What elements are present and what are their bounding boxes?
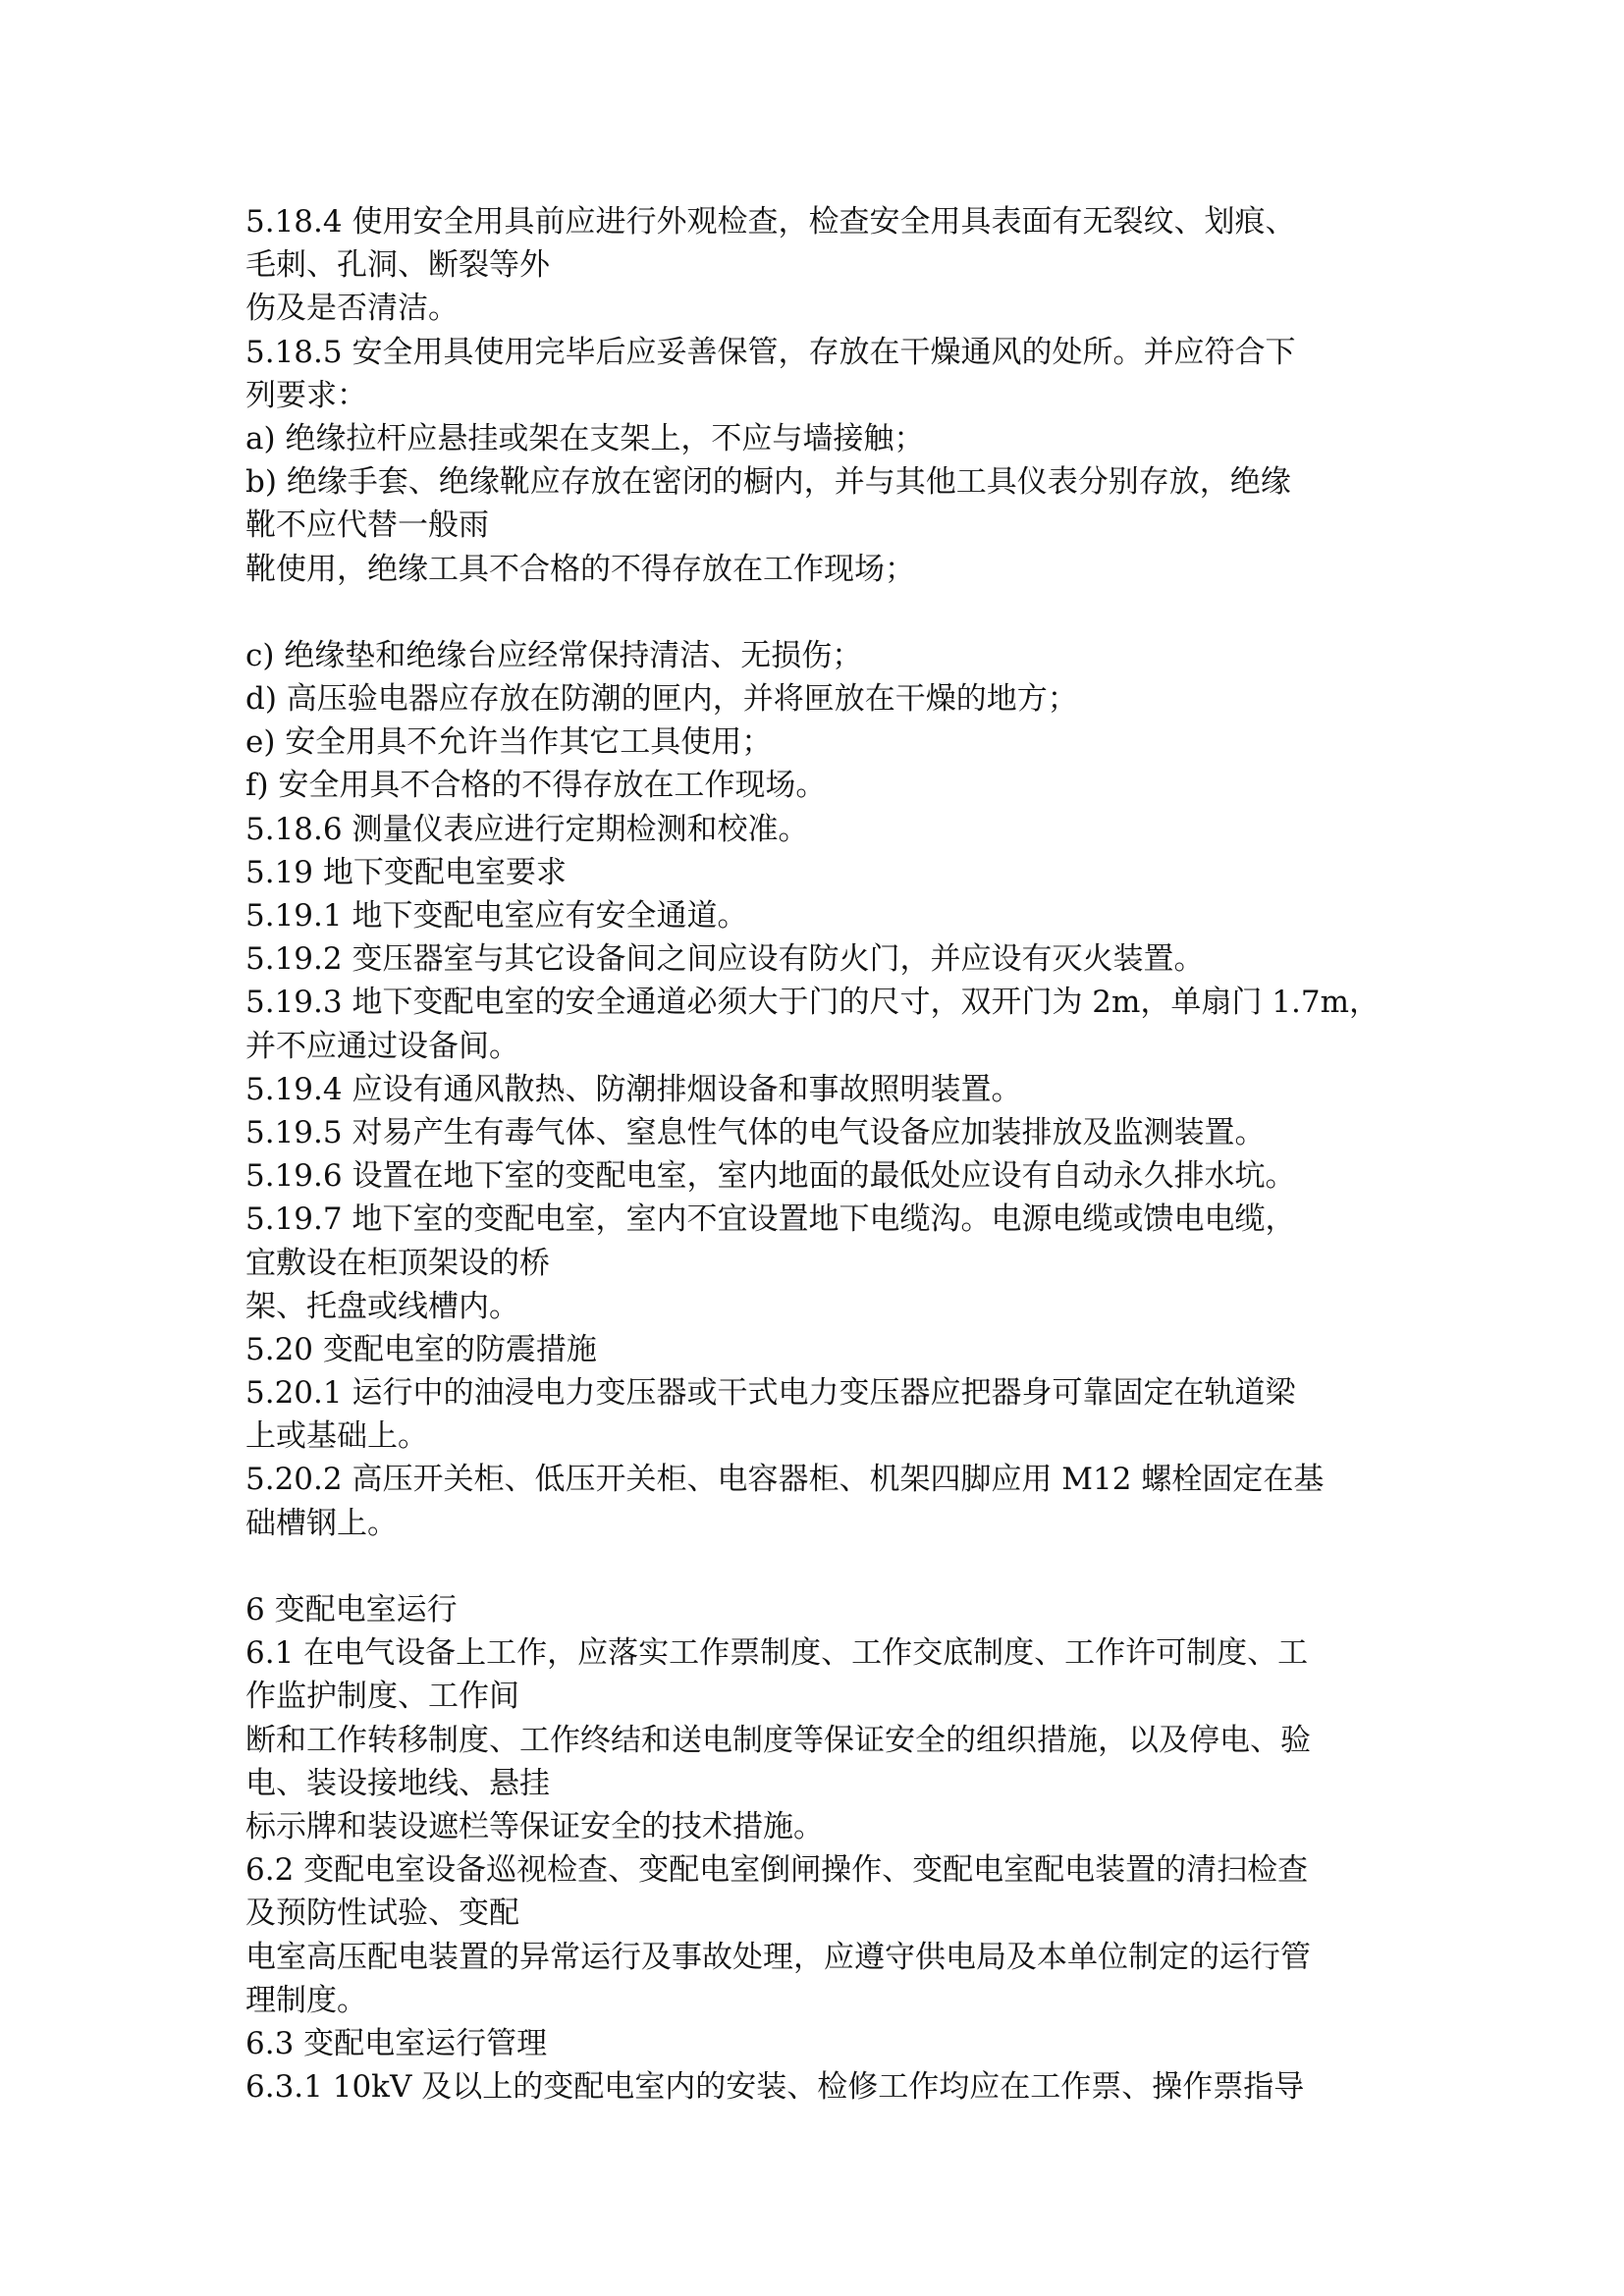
- text-line: 并不应通过设备间。: [245, 1028, 519, 1064]
- text-line: 5.19.7 地下室的变配电室，室内不宜设置地下电缆沟。电源电缆或馈电电缆，: [245, 1201, 1296, 1238]
- text-line: e) 安全用具不允许当作其它工具使用；: [245, 724, 773, 761]
- text-line: 6.2 变配电室设备巡视检查、变配电室倒闸操作、变配电室配电装置的清扫检查: [245, 1852, 1309, 1889]
- text-line: 6.3.1 10kV 及以上的变配电室内的安装、检修工作均应在工作票、操作票指导: [245, 2069, 1305, 2106]
- text-line: 5.18.4 使用安全用具前应进行外观检查，检查安全用具表面有无裂纹、划痕、: [245, 204, 1296, 240]
- text-line: 电室高压配电装置的异常运行及事故处理，应遵守供电局及本单位制定的运行管: [245, 1939, 1311, 1975]
- text-line: a) 绝缘拉杆应悬挂或架在支架上，不应与墙接触；: [245, 420, 925, 456]
- text-line: 靴不应代替一般雨: [245, 507, 489, 544]
- text-line: c) 绝缘垫和绝缘台应经常保持清洁、无损伤；: [245, 637, 863, 673]
- text-line: 毛刺、孔洞、断裂等外: [245, 247, 550, 284]
- text-line: 列要求：: [245, 377, 367, 413]
- text-line: 5.18.6 测量仪表应进行定期检测和校准。: [245, 811, 809, 847]
- text-line: 5.19.1 地下变配电室应有安全通道。: [245, 898, 748, 934]
- section-heading: 5.20 变配电室的防震措施: [245, 1331, 597, 1367]
- text-line: 5.19.5 对易产生有毒气体、窒息性气体的电气设备应加装排放及监测装置。: [245, 1114, 1266, 1150]
- text-line: 伤及是否清洁。: [245, 291, 459, 327]
- text-line: 5.19.3 地下变配电室的安全通道必须大于门的尺寸，双开门为 2m，单扇门 1.7m，: [245, 985, 1380, 1021]
- text-line: 电、装设接地线、悬挂: [245, 1765, 550, 1801]
- chapter-heading: 6 变配电室运行: [245, 1592, 458, 1628]
- text-line: 5.20.1 运行中的油浸电力变压器或干式电力变压器应把器身可靠固定在轨道梁: [245, 1375, 1296, 1412]
- blank-line: [245, 591, 1394, 634]
- text-line: 5.18.5 安全用具使用完毕后应妥善保管，存放在干燥通风的处所。并应符合下: [245, 334, 1296, 370]
- text-line: 础槽钢上。: [245, 1505, 398, 1541]
- text-line: 宜敷设在柜顶架设的桥: [245, 1245, 550, 1281]
- text-line: 及预防性试验、变配: [245, 1896, 519, 1932]
- text-line: 6.1 在电气设备上工作，应落实工作票制度、工作交底制度、工作许可制度、工: [245, 1635, 1309, 1672]
- text-line: 5.19.6 设置在地下室的变配电室，室内地面的最低处应设有自动永久排水坑。: [245, 1158, 1296, 1195]
- text-line: 上或基础上。: [245, 1418, 428, 1455]
- text-line: 5.20.2 高压开关柜、低压开关柜、电容器柜、机架四脚应用 M12 螺栓固定在基: [245, 1462, 1325, 1498]
- text-line: b) 绝缘手套、绝缘靴应存放在密闭的橱内，并与其他工具仪表分别存放，绝缘: [245, 464, 1291, 501]
- text-line: 作监护制度、工作间: [245, 1679, 519, 1715]
- text-line: 断和工作转移制度、工作终结和送电制度等保证安全的组织措施，以及停电、验: [245, 1722, 1311, 1758]
- document-body: [245, 200, 1394, 2109]
- blank-line: [245, 1545, 1394, 1588]
- section-heading: 5.19 地下变配电室要求: [245, 854, 567, 890]
- text-line: d) 高压验电器应存放在防潮的匣内，并将匣放在干燥的地方；: [245, 681, 1078, 718]
- text-line: f) 安全用具不合格的不得存放在工作现场。: [245, 768, 827, 804]
- text-line: 5.19.4 应设有通风散热、防潮排烟设备和事故照明装置。: [245, 1071, 1022, 1107]
- text-line: 理制度。: [245, 1982, 367, 2018]
- text-line: 架、托盘或线槽内。: [245, 1288, 519, 1324]
- section-heading: 6.3 变配电室运行管理: [245, 2025, 548, 2061]
- text-line: 5.19.2 变压器室与其它设备间之间应设有防火门，并应设有灭火装置。: [245, 941, 1205, 978]
- text-line: 标示牌和装设遮栏等保证安全的技术措施。: [245, 1808, 824, 1844]
- text-line: 靴使用，绝缘工具不合格的不得存放在工作现场；: [245, 551, 915, 587]
